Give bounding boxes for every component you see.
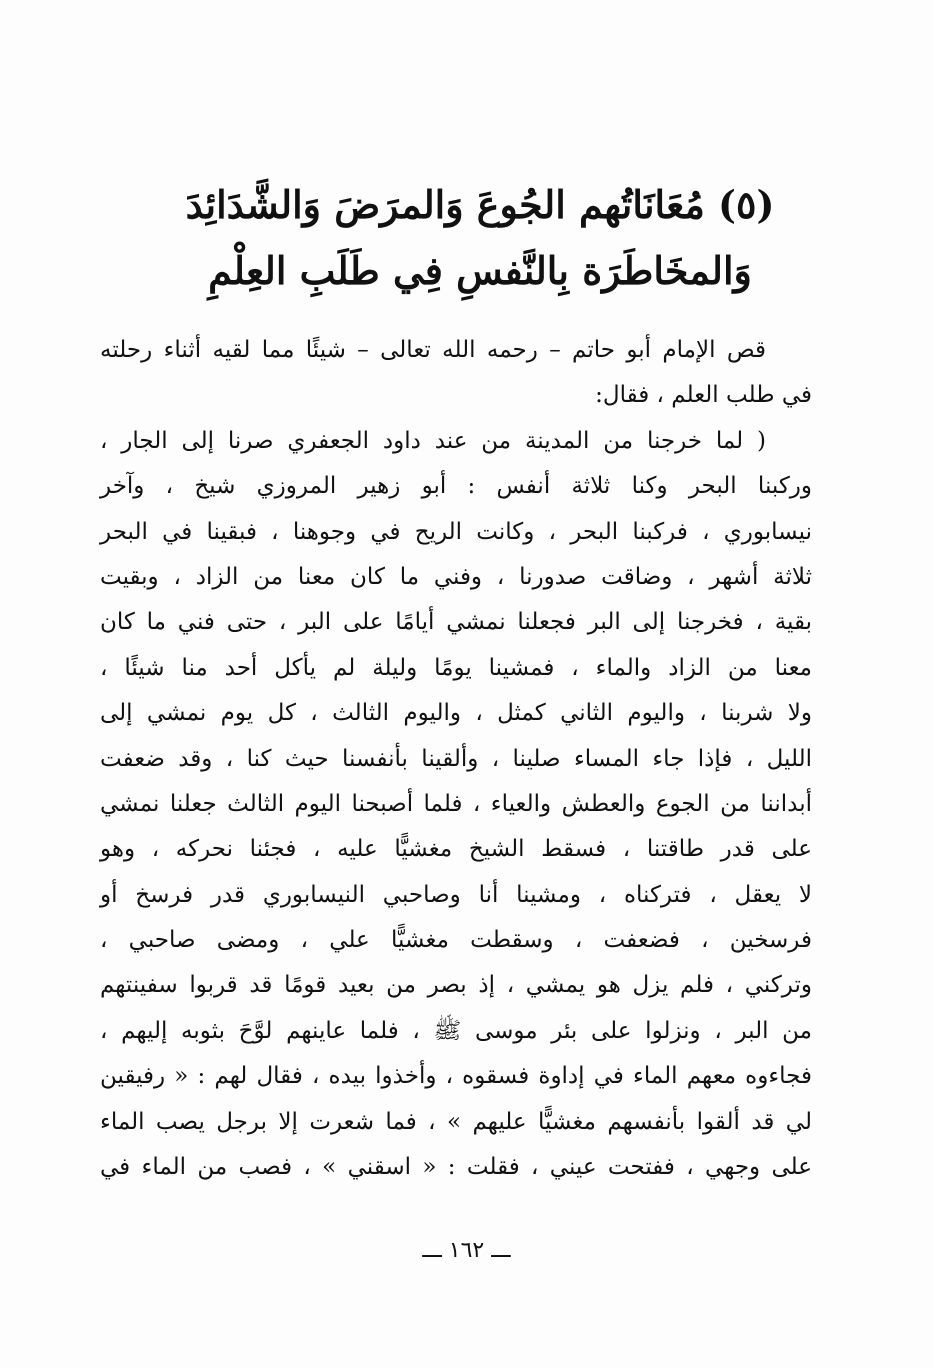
text-line: نيسابوري ، فركبنا البحر ، وكانت الريح في وجوهنا ، فبقينا في البحر	[100, 518, 812, 545]
text-line: لي قد ألقوا بأنفسهم مغشيًّا عليهم » ، فما شعرت إلا برجل يصب الماء	[100, 1108, 812, 1135]
text-line: الليل ، فإذا جاء المساء صلينا ، وألقينا بأنفسنا حيث كنا ، وقد ضعفت	[100, 745, 812, 772]
text-line: ثلاثة أشهر ، وضاقت صدورنا ، وفني ما كان معنا من الزاد ، وبقيت	[100, 563, 812, 590]
text-line: ولا شربنا ، واليوم الثاني كمثل ، واليوم الثالث ، كل يوم نمشي إلى	[100, 700, 812, 727]
section-title	[180, 172, 780, 304]
text-line: قص الإمام أبو حاتم – رحمه الله تعالى – شيئًا مما لقيه أثناء رحلته	[100, 337, 766, 363]
text-line: وركبنا البحر وكنا ثلاثة أنفس : أبو زهير المروزي شيخ ، وآخر	[100, 473, 812, 500]
text-line: في طلب العلم ، فقال:	[595, 382, 812, 409]
text-line: من البر ، ونزلوا على بئر موسى ﷺ ، فلما عاينهم لوَّحَ بثوبه إليهم ،	[100, 1017, 812, 1044]
text-line: فرسخين ، فضعفت ، وسقطت مغشيًّا علي ، ومضى صاحبي ،	[100, 927, 812, 954]
body-text	[100, 328, 812, 1190]
text-line: لا يعقل ، فتركناه ، ومشينا أنا وصاحبي النيسابوري قدر فرسخ أو	[100, 881, 812, 908]
text-line: فجاءوه معهم الماء في إداوة فسقوه ، وأخذوا بيده ، فقال لهم : « رفيقين	[100, 1063, 812, 1090]
section-title-line-2: وَالمخَاطَرَة بِالنَّفسِ فِي طَلَبِ العِلْمِ	[208, 248, 752, 293]
page-number: ـــ ١٦٢ ـــ	[422, 1238, 511, 1263]
section-title-line-1: (٥) مُعَانَاتُهم الجُوعَ وَالمرَضَ وَالشَّدَائِدَ	[185, 182, 775, 227]
text-line: على وجهي ، ففتحت عيني ، فقلت : « اسقني » ، فصب من الماء في	[100, 1154, 812, 1181]
text-line: وتركني ، فلم يزل هو يمشي ، إذ بصر من بعيد قومًا قد قربوا سفينتهم	[100, 972, 812, 999]
text-line: معنا من الزاد والماء ، فمشينا يومًا وليلة لم يأكل أحد منا شيئًا ،	[100, 654, 812, 681]
text-line: بقية ، فخرجنا إلى البر فجعلنا نمشي أيامًا على البر ، حتى فني ما كان	[100, 609, 812, 636]
text-line: على قدر طاقتنا ، فسقط الشيخ مغشيًّا عليه ، فجئنا نحركه ، وهو	[100, 836, 812, 863]
text-line: أبداننا من الجوع والعطش والعياء ، فلما أصبحنا اليوم الثالث جعلنا نمشي	[100, 790, 812, 817]
text-line: ( لما خرجنا من المدينة من عند داود الجعفري صرنا إلى الجار ،	[100, 427, 766, 454]
